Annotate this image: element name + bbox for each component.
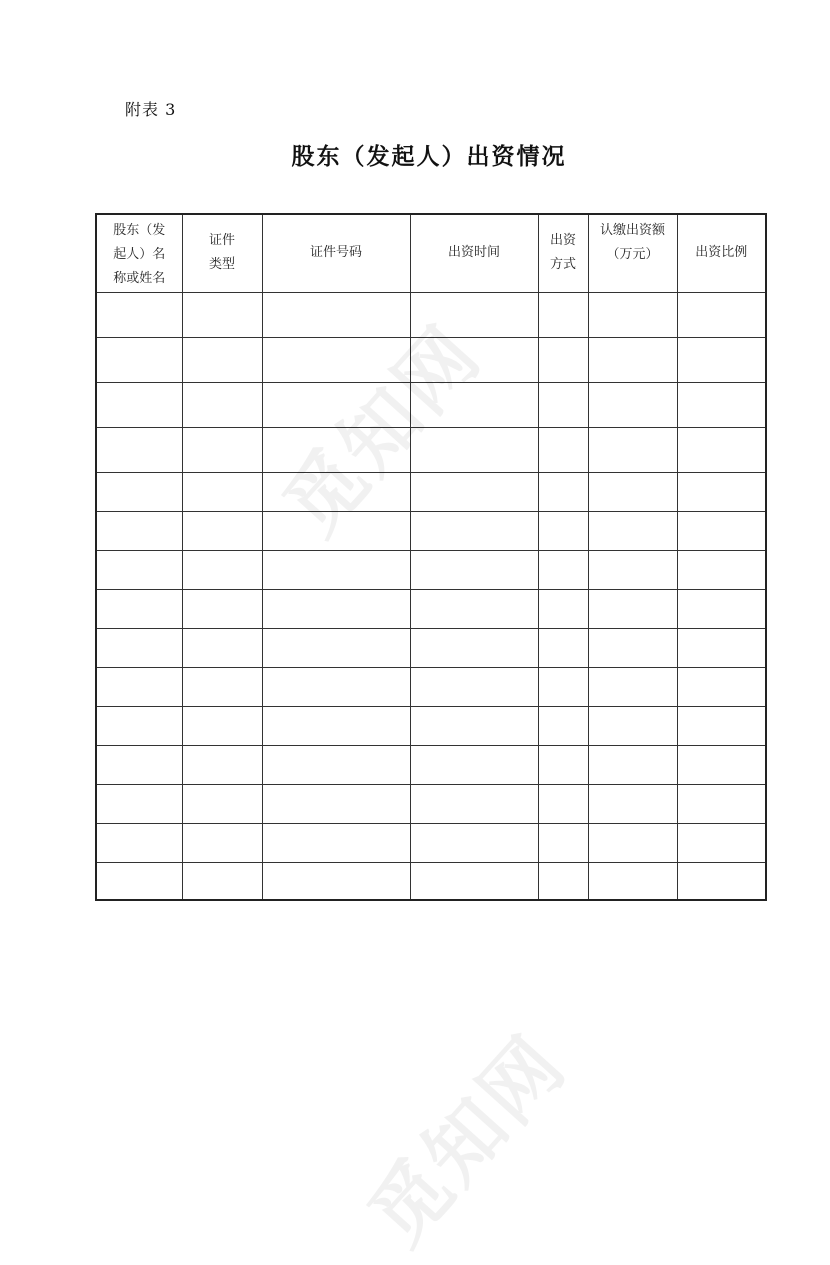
table-cell[interactable] — [410, 745, 538, 784]
table-cell[interactable] — [588, 784, 677, 823]
table-cell[interactable] — [677, 550, 766, 589]
table-cell[interactable] — [262, 292, 410, 337]
table-cell[interactable] — [538, 337, 588, 382]
table-cell[interactable] — [96, 550, 182, 589]
table-cell[interactable] — [182, 427, 262, 472]
table-cell[interactable] — [182, 823, 262, 862]
table-row — [96, 382, 766, 427]
watermark: 觅知网 — [352, 1019, 584, 1263]
table-cell[interactable] — [410, 382, 538, 427]
table-cell[interactable] — [182, 550, 262, 589]
table-cell[interactable] — [182, 472, 262, 511]
table-cell[interactable] — [262, 823, 410, 862]
table-cell[interactable] — [96, 823, 182, 862]
table-cell[interactable] — [262, 427, 410, 472]
table-row — [96, 706, 766, 745]
table-cell[interactable] — [182, 628, 262, 667]
table-cell[interactable] — [262, 745, 410, 784]
table-cell[interactable] — [677, 382, 766, 427]
header-id-type: 证件 类型 — [182, 214, 262, 292]
table-row — [96, 667, 766, 706]
header-contribution-ratio: 出资比例 — [677, 214, 766, 292]
table-cell[interactable] — [677, 427, 766, 472]
header-shareholder-name: 股东（发 起人）名 称或姓名 — [96, 214, 182, 292]
table-cell[interactable] — [182, 337, 262, 382]
table-row — [96, 427, 766, 472]
header-subscribed-amount: 认缴出资额 （万元） — [588, 214, 677, 292]
table-cell[interactable] — [588, 706, 677, 745]
table-cell[interactable] — [588, 511, 677, 550]
table-cell[interactable] — [262, 511, 410, 550]
table-cell[interactable] — [588, 337, 677, 382]
table-cell[interactable] — [96, 511, 182, 550]
table-row — [96, 745, 766, 784]
document-title: 股东（发起人）出资情况 — [291, 144, 567, 170]
table-cell[interactable] — [588, 292, 677, 337]
header-id-number: 证件号码 — [262, 214, 410, 292]
annex-label: 附表 3 — [125, 100, 177, 119]
table-cell[interactable] — [538, 511, 588, 550]
table-cell[interactable] — [677, 589, 766, 628]
table-cell[interactable] — [182, 511, 262, 550]
table-row — [96, 628, 766, 667]
table-cell[interactable] — [538, 667, 588, 706]
table-body — [96, 292, 766, 900]
table-cell[interactable] — [262, 628, 410, 667]
table-cell[interactable] — [588, 382, 677, 427]
table-cell[interactable] — [677, 292, 766, 337]
table-cell[interactable] — [262, 382, 410, 427]
table-cell[interactable] — [96, 667, 182, 706]
table-cell[interactable] — [410, 628, 538, 667]
table-cell[interactable] — [538, 472, 588, 511]
table-cell[interactable] — [677, 511, 766, 550]
table-cell[interactable] — [588, 667, 677, 706]
table-row — [96, 589, 766, 628]
header-contribution-method: 出资 方式 — [538, 214, 588, 292]
table-row — [96, 550, 766, 589]
table-cell[interactable] — [538, 427, 588, 472]
table-cell[interactable] — [410, 667, 538, 706]
table-cell[interactable] — [410, 337, 538, 382]
table-cell[interactable] — [538, 745, 588, 784]
table-cell[interactable] — [182, 589, 262, 628]
table-cell[interactable] — [410, 706, 538, 745]
table-cell[interactable] — [262, 862, 410, 900]
table-cell[interactable] — [96, 427, 182, 472]
table-cell[interactable] — [96, 745, 182, 784]
table-cell[interactable] — [410, 292, 538, 337]
table-cell[interactable] — [182, 706, 262, 745]
table-cell[interactable] — [96, 472, 182, 511]
table-cell[interactable] — [538, 784, 588, 823]
table-cell[interactable] — [538, 823, 588, 862]
table-cell[interactable] — [538, 589, 588, 628]
table-cell[interactable] — [262, 706, 410, 745]
table-cell[interactable] — [677, 862, 766, 900]
table-cell[interactable] — [96, 784, 182, 823]
table-cell[interactable] — [677, 745, 766, 784]
table-cell[interactable] — [262, 472, 410, 511]
table-row — [96, 472, 766, 511]
table-cell[interactable] — [182, 667, 262, 706]
table-cell[interactable] — [262, 667, 410, 706]
table-cell[interactable] — [677, 784, 766, 823]
table-cell[interactable] — [677, 628, 766, 667]
table-cell[interactable] — [588, 427, 677, 472]
table-cell[interactable] — [588, 745, 677, 784]
table-cell[interactable] — [182, 382, 262, 427]
table-row — [96, 511, 766, 550]
table-cell[interactable] — [410, 511, 538, 550]
table-cell[interactable] — [96, 292, 182, 337]
table-cell[interactable] — [588, 862, 677, 900]
table-cell[interactable] — [538, 628, 588, 667]
table-cell[interactable] — [677, 667, 766, 706]
table-cell[interactable] — [538, 706, 588, 745]
table-cell[interactable] — [96, 706, 182, 745]
table-cell[interactable] — [588, 589, 677, 628]
table-cell[interactable] — [96, 589, 182, 628]
table-cell[interactable] — [677, 823, 766, 862]
table-cell[interactable] — [262, 589, 410, 628]
table-row — [96, 862, 766, 900]
table-cell[interactable] — [538, 862, 588, 900]
table-row — [96, 823, 766, 862]
table-cell[interactable] — [410, 472, 538, 511]
table-row — [96, 784, 766, 823]
table-cell[interactable] — [410, 427, 538, 472]
shareholder-contribution-table — [95, 213, 767, 901]
table-cell[interactable] — [538, 382, 588, 427]
table-cell[interactable] — [262, 784, 410, 823]
table-cell[interactable] — [96, 337, 182, 382]
table-cell[interactable] — [182, 292, 262, 337]
table-cell[interactable] — [96, 628, 182, 667]
table-cell[interactable] — [677, 706, 766, 745]
table-cell[interactable] — [588, 823, 677, 862]
table-cell[interactable] — [262, 337, 410, 382]
table-cell[interactable] — [538, 550, 588, 589]
table-cell[interactable] — [538, 292, 588, 337]
table-cell[interactable] — [410, 589, 538, 628]
table-cell[interactable] — [410, 862, 538, 900]
table-cell[interactable] — [410, 823, 538, 862]
table-cell[interactable] — [677, 337, 766, 382]
table-cell[interactable] — [96, 862, 182, 900]
table-cell[interactable] — [410, 550, 538, 589]
table-cell[interactable] — [588, 628, 677, 667]
table-row — [96, 337, 766, 382]
table-cell[interactable] — [182, 862, 262, 900]
table-cell[interactable] — [262, 550, 410, 589]
table-cell[interactable] — [410, 784, 538, 823]
table-header-row — [96, 214, 766, 292]
header-contribution-date: 出资时间 — [410, 214, 538, 292]
table-cell[interactable] — [588, 550, 677, 589]
table-row — [96, 292, 766, 337]
table-cell[interactable] — [588, 472, 677, 511]
table-cell[interactable] — [182, 745, 262, 784]
table-cell[interactable] — [96, 382, 182, 427]
table-cell[interactable] — [677, 472, 766, 511]
table-cell[interactable] — [182, 784, 262, 823]
